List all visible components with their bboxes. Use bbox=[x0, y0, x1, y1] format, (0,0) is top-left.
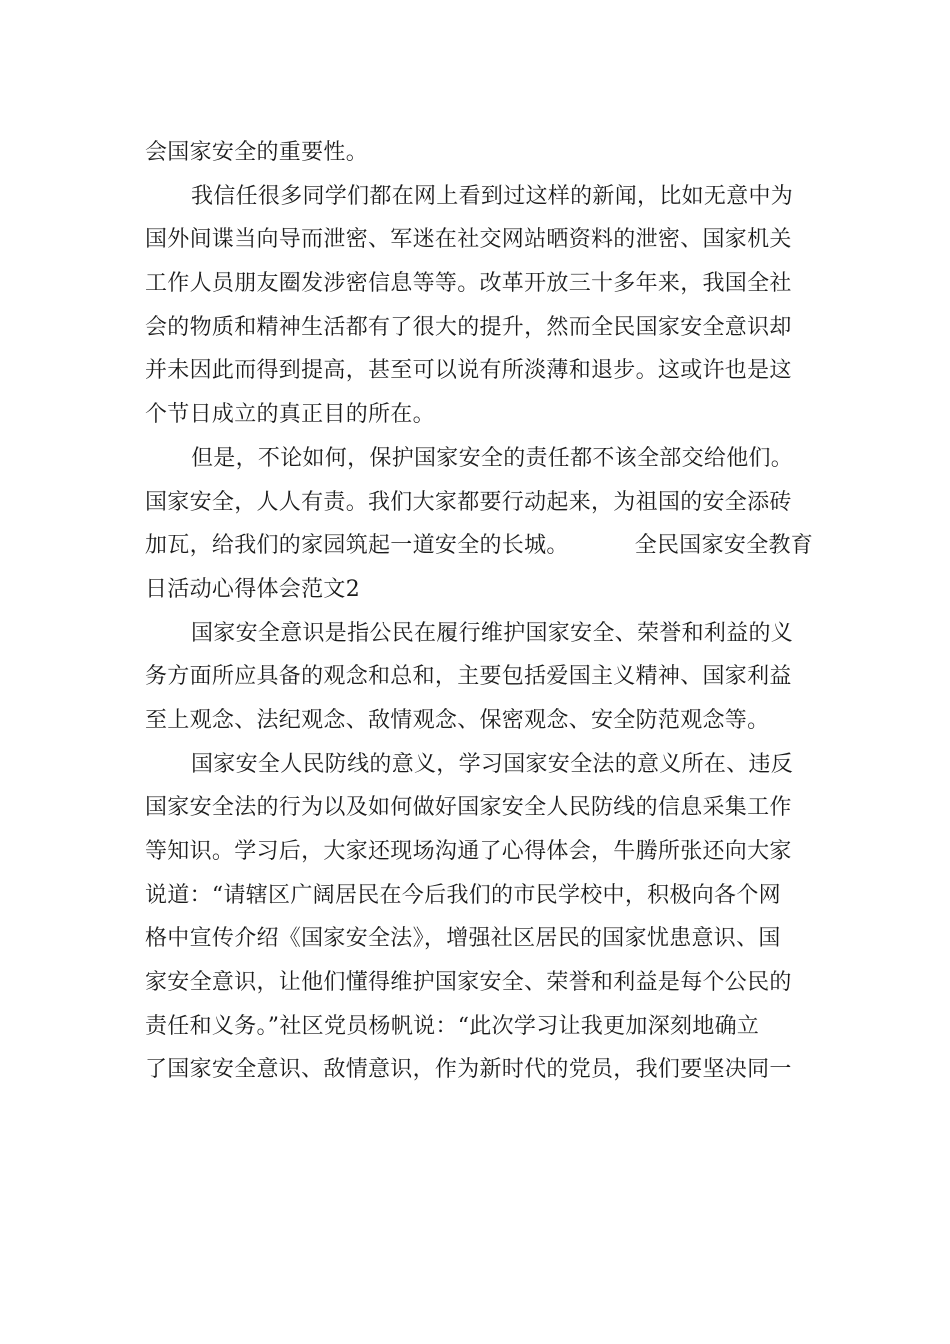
text-line: 但是，不论如何，保护国家安全的责任都不该全部交给他们。 bbox=[191, 445, 794, 471]
text-line: 会国家安全的重要性。 bbox=[145, 140, 369, 165]
text-line: 说道：“请辖区广阔居民在今后我们的市民学校中，积极向各个网 bbox=[145, 882, 781, 908]
section-heading-end: 日活动心得体会范文2 bbox=[145, 576, 360, 602]
text-line: 我信任很多同学们都在网上看到过这样的新闻，比如无意中为 bbox=[191, 183, 794, 209]
text-line: 家安全意识，让他们懂得维护国家安全、荣誉和利益是每个公民的 bbox=[145, 970, 792, 996]
text-line: 等知识。学习后，大家还现场沟通了心得体会，牛腾所张还向大家 bbox=[145, 839, 792, 864]
text-line: 个节日成立的真正目的所在。 bbox=[145, 402, 435, 428]
text-line: 格中宣传介绍《国家安全法》，增强社区居民的国家忧患意识、国 bbox=[145, 926, 781, 952]
text-line: 责任和义务。”社区党员杨帆说：“此次学习让我更加深刻地确立 bbox=[145, 1013, 760, 1039]
section-heading-start: 全民国家安全教育 bbox=[634, 533, 814, 559]
text-line: 务方面所应具备的观念和总和，主要包括爱国主义精神、国家利益 bbox=[145, 664, 792, 690]
text-line: 国家安全法的行为以及如何做好国家安全人民防线的信息采集工作 bbox=[145, 795, 792, 821]
text-line: 国家安全，人人有责。我们大家都要行动起来，为祖国的安全添砖 bbox=[145, 489, 792, 515]
text-line-with-heading bbox=[145, 524, 815, 568]
document-body bbox=[145, 131, 815, 1092]
text-line: 会的物质和精神生活都有了很大的提升，然而全民国家安全意识却 bbox=[145, 314, 792, 340]
text-line: 工作人员朋友圈发涉密信息等等。改革开放三十多年来，我国全社 bbox=[145, 271, 792, 297]
text-line: 至上观念、法纪观念、敌情观念、保密观念、安全防范观念等。 bbox=[145, 707, 770, 733]
text-line-body: 加瓦，给我们的家园筑起一道安全的长城。 bbox=[145, 533, 569, 559]
text-line: 国家安全人民防线的意义，学习国家安全法的意义所在、违反 bbox=[191, 751, 794, 777]
text-line: 国家安全意识是指公民在履行维护国家安全、荣誉和利益的义 bbox=[191, 620, 794, 646]
text-line: 并未因此而得到提高，甚至可以说有所淡薄和退步。这或许也是这 bbox=[145, 358, 792, 384]
text-line: 了国家安全意识、敌情意识，作为新时代的党员，我们要坚决同一 bbox=[145, 1057, 792, 1083]
text-line: 国外间谍当向导而泄密、军迷在社交网站晒资料的泄密、国家机关 bbox=[145, 227, 792, 253]
